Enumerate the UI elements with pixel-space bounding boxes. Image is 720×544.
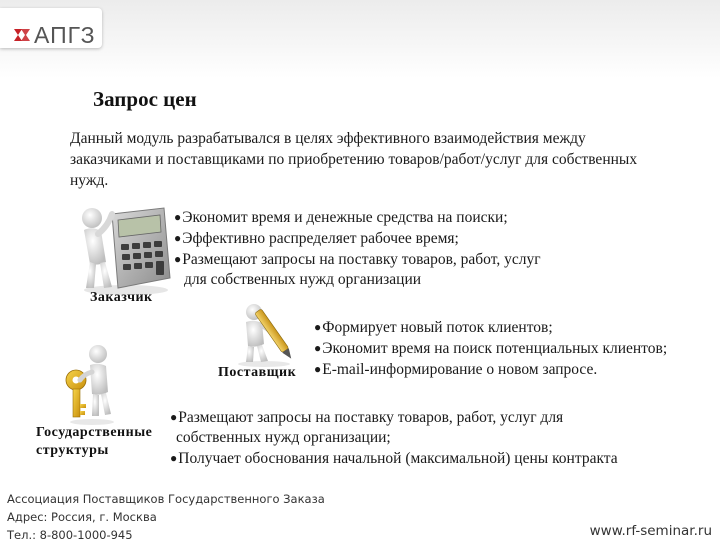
list-item: ●Экономит время на поиск потенциальных клиентов;	[314, 340, 668, 357]
page-title: Запрос цен	[93, 87, 197, 111]
supplier-benefits-list	[314, 317, 667, 380]
list-item: ●Формирует новый поток клиентов;	[314, 319, 553, 336]
footer-org-info	[7, 490, 325, 544]
list-item: ●Эффективно распределяет рабочее время;	[174, 230, 459, 247]
bullet-icon: ●	[174, 231, 182, 245]
logo-mark-icon	[12, 25, 32, 45]
list-item: ●Экономит время и денежные средства на поиски;	[174, 209, 508, 226]
supplier-label: Поставщик	[218, 365, 297, 380]
footer-phone: Тел.: 8-800-1000-945	[7, 528, 133, 542]
bullet-icon: ●	[170, 410, 178, 424]
logo	[0, 8, 102, 48]
footer-org: Ассоциация Поставщиков Государственного Заказа	[7, 492, 325, 506]
list-item-continuation: собственных нужд организации;	[176, 429, 391, 446]
header-band	[0, 0, 720, 78]
customer-benefits-list	[174, 207, 541, 290]
customer-label: Заказчик	[90, 290, 153, 305]
bullet-icon: ●	[174, 252, 182, 266]
logo-text: АПГЗ	[34, 22, 96, 48]
list-item-continuation: для собственных нужд организации	[184, 271, 422, 288]
list-item: ●Размещают запросы на поставку товаров, работ, услуг для	[170, 409, 564, 426]
bullet-icon: ●	[314, 320, 322, 334]
list-item: ●Получает обоснования начальной (максимальной) цены контракта	[170, 450, 618, 467]
list-item: ●Размещают запросы на поставку товаров, работ, услуг	[174, 251, 541, 268]
bullet-icon: ●	[170, 451, 178, 465]
bullet-icon: ●	[174, 210, 182, 224]
bullet-icon: ●	[314, 362, 322, 376]
figure-with-key-icon	[62, 342, 118, 426]
figure-with-pen-icon	[228, 300, 300, 368]
figure-with-calculator-icon	[74, 200, 174, 296]
footer-address: Адрес: Россия, г. Москва	[7, 510, 157, 524]
list-item: ●E-mail-информирование о новом запросе.	[314, 361, 598, 378]
bullet-icon: ●	[314, 341, 322, 355]
government-benefits-list	[170, 407, 618, 469]
government-label: Государственные структуры	[36, 425, 153, 458]
footer-url-link[interactable]: www.rf-seminar.ru	[589, 523, 712, 539]
intro-paragraph: Данный модуль разрабатывался в целях эффективного взаимодействия между заказчиками и поставщиками по приобретению товаров/работ/услуг для собственных нужд.	[70, 130, 638, 189]
